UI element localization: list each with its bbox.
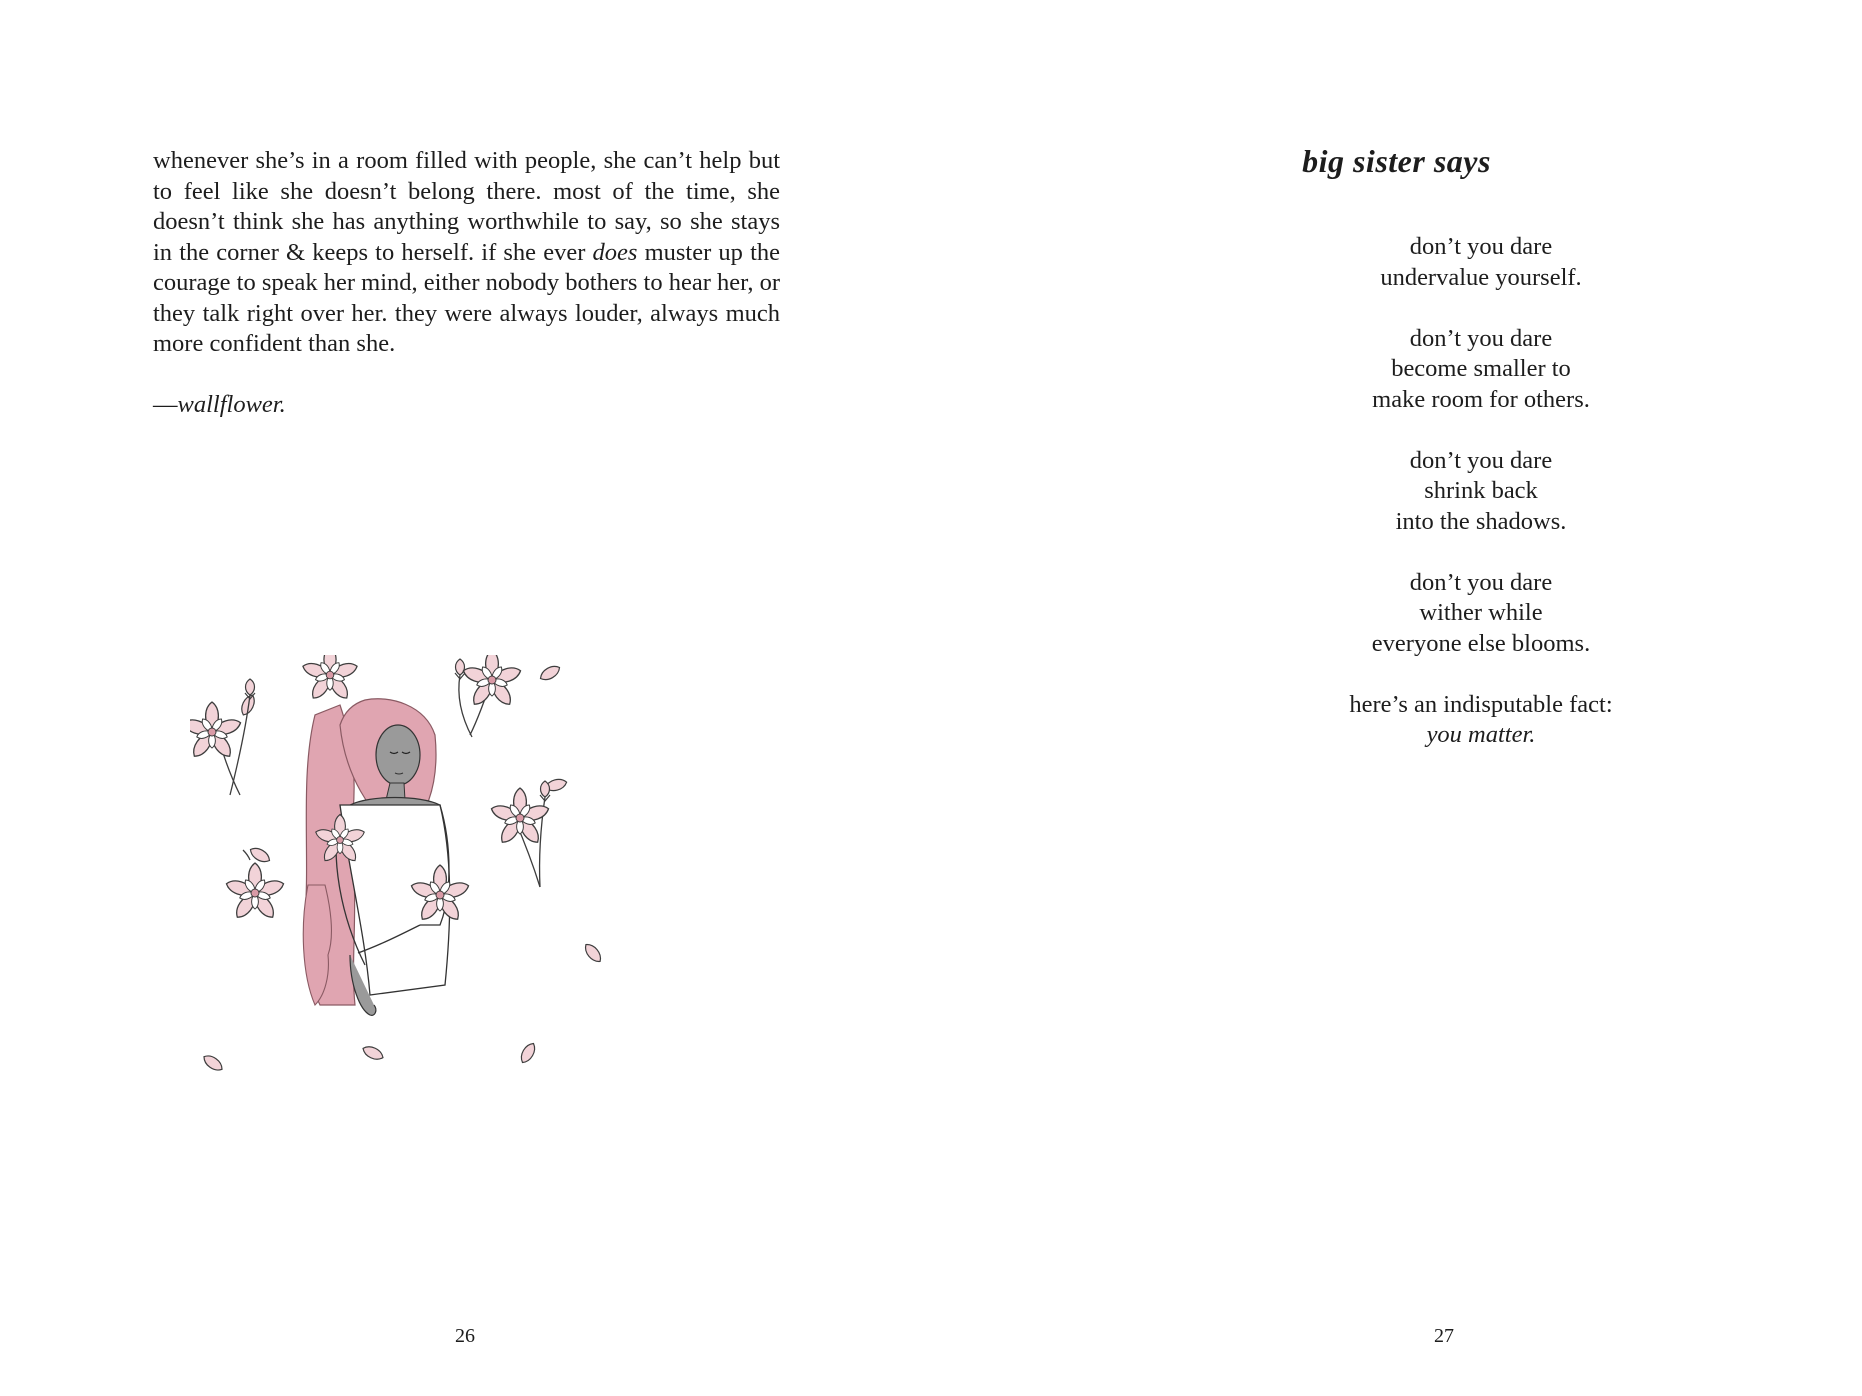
- poem-body: [1271, 232, 1691, 781]
- closing-stanza: [1271, 690, 1691, 751]
- closing-line: here’s an indisputable fact:: [1349, 690, 1613, 718]
- page-number-left: 26: [455, 1325, 475, 1347]
- right-page: [931, 0, 1862, 1396]
- prose-paragraph: [153, 146, 780, 360]
- poem-signature: [153, 390, 286, 421]
- prose-emphasis: does: [592, 238, 638, 266]
- stanza: [1271, 324, 1691, 416]
- stanza: [1271, 568, 1691, 660]
- stanza: [1271, 232, 1691, 293]
- closing-emphasis: you matter.: [1426, 721, 1536, 748]
- poem-line: shrink back: [1424, 477, 1538, 504]
- signature-text: wallflower.: [177, 391, 286, 418]
- poem-line: into the shadows.: [1395, 507, 1567, 535]
- poem-line: don’t you dare: [1409, 233, 1553, 260]
- prose-text-before: whenever she’s in a room filled with people, she can’t help but to feel like she doesn’t belong there. most of the time, she doesn’t think she has anything worthwhile to say, so she stays in the corner & keeps to herself. if she ever: [153, 147, 780, 266]
- poem-line: everyone else blooms.: [1371, 629, 1591, 657]
- poem-line: don’t you dare: [1409, 568, 1553, 596]
- wallflower-illustration: [190, 655, 730, 1155]
- stanza: [1271, 446, 1691, 538]
- poem-line: become smaller to: [1391, 355, 1571, 382]
- poem-line: undervalue yourself.: [1380, 263, 1582, 291]
- signature-dash: —: [153, 391, 178, 418]
- page-number-right: 27: [1434, 1325, 1454, 1347]
- poem-line: don’t you dare: [1409, 324, 1553, 352]
- poem-line: wither while: [1419, 599, 1543, 626]
- poem-line: make room for others.: [1372, 385, 1590, 413]
- poem-line: don’t you dare: [1409, 446, 1553, 474]
- poem-title: big sister says: [1302, 143, 1491, 179]
- prose-text-after: muster up the courage to speak her mind, either nobody bothers to hear her, or they talk right over her. they were always louder, always much more confident than she.: [153, 238, 780, 357]
